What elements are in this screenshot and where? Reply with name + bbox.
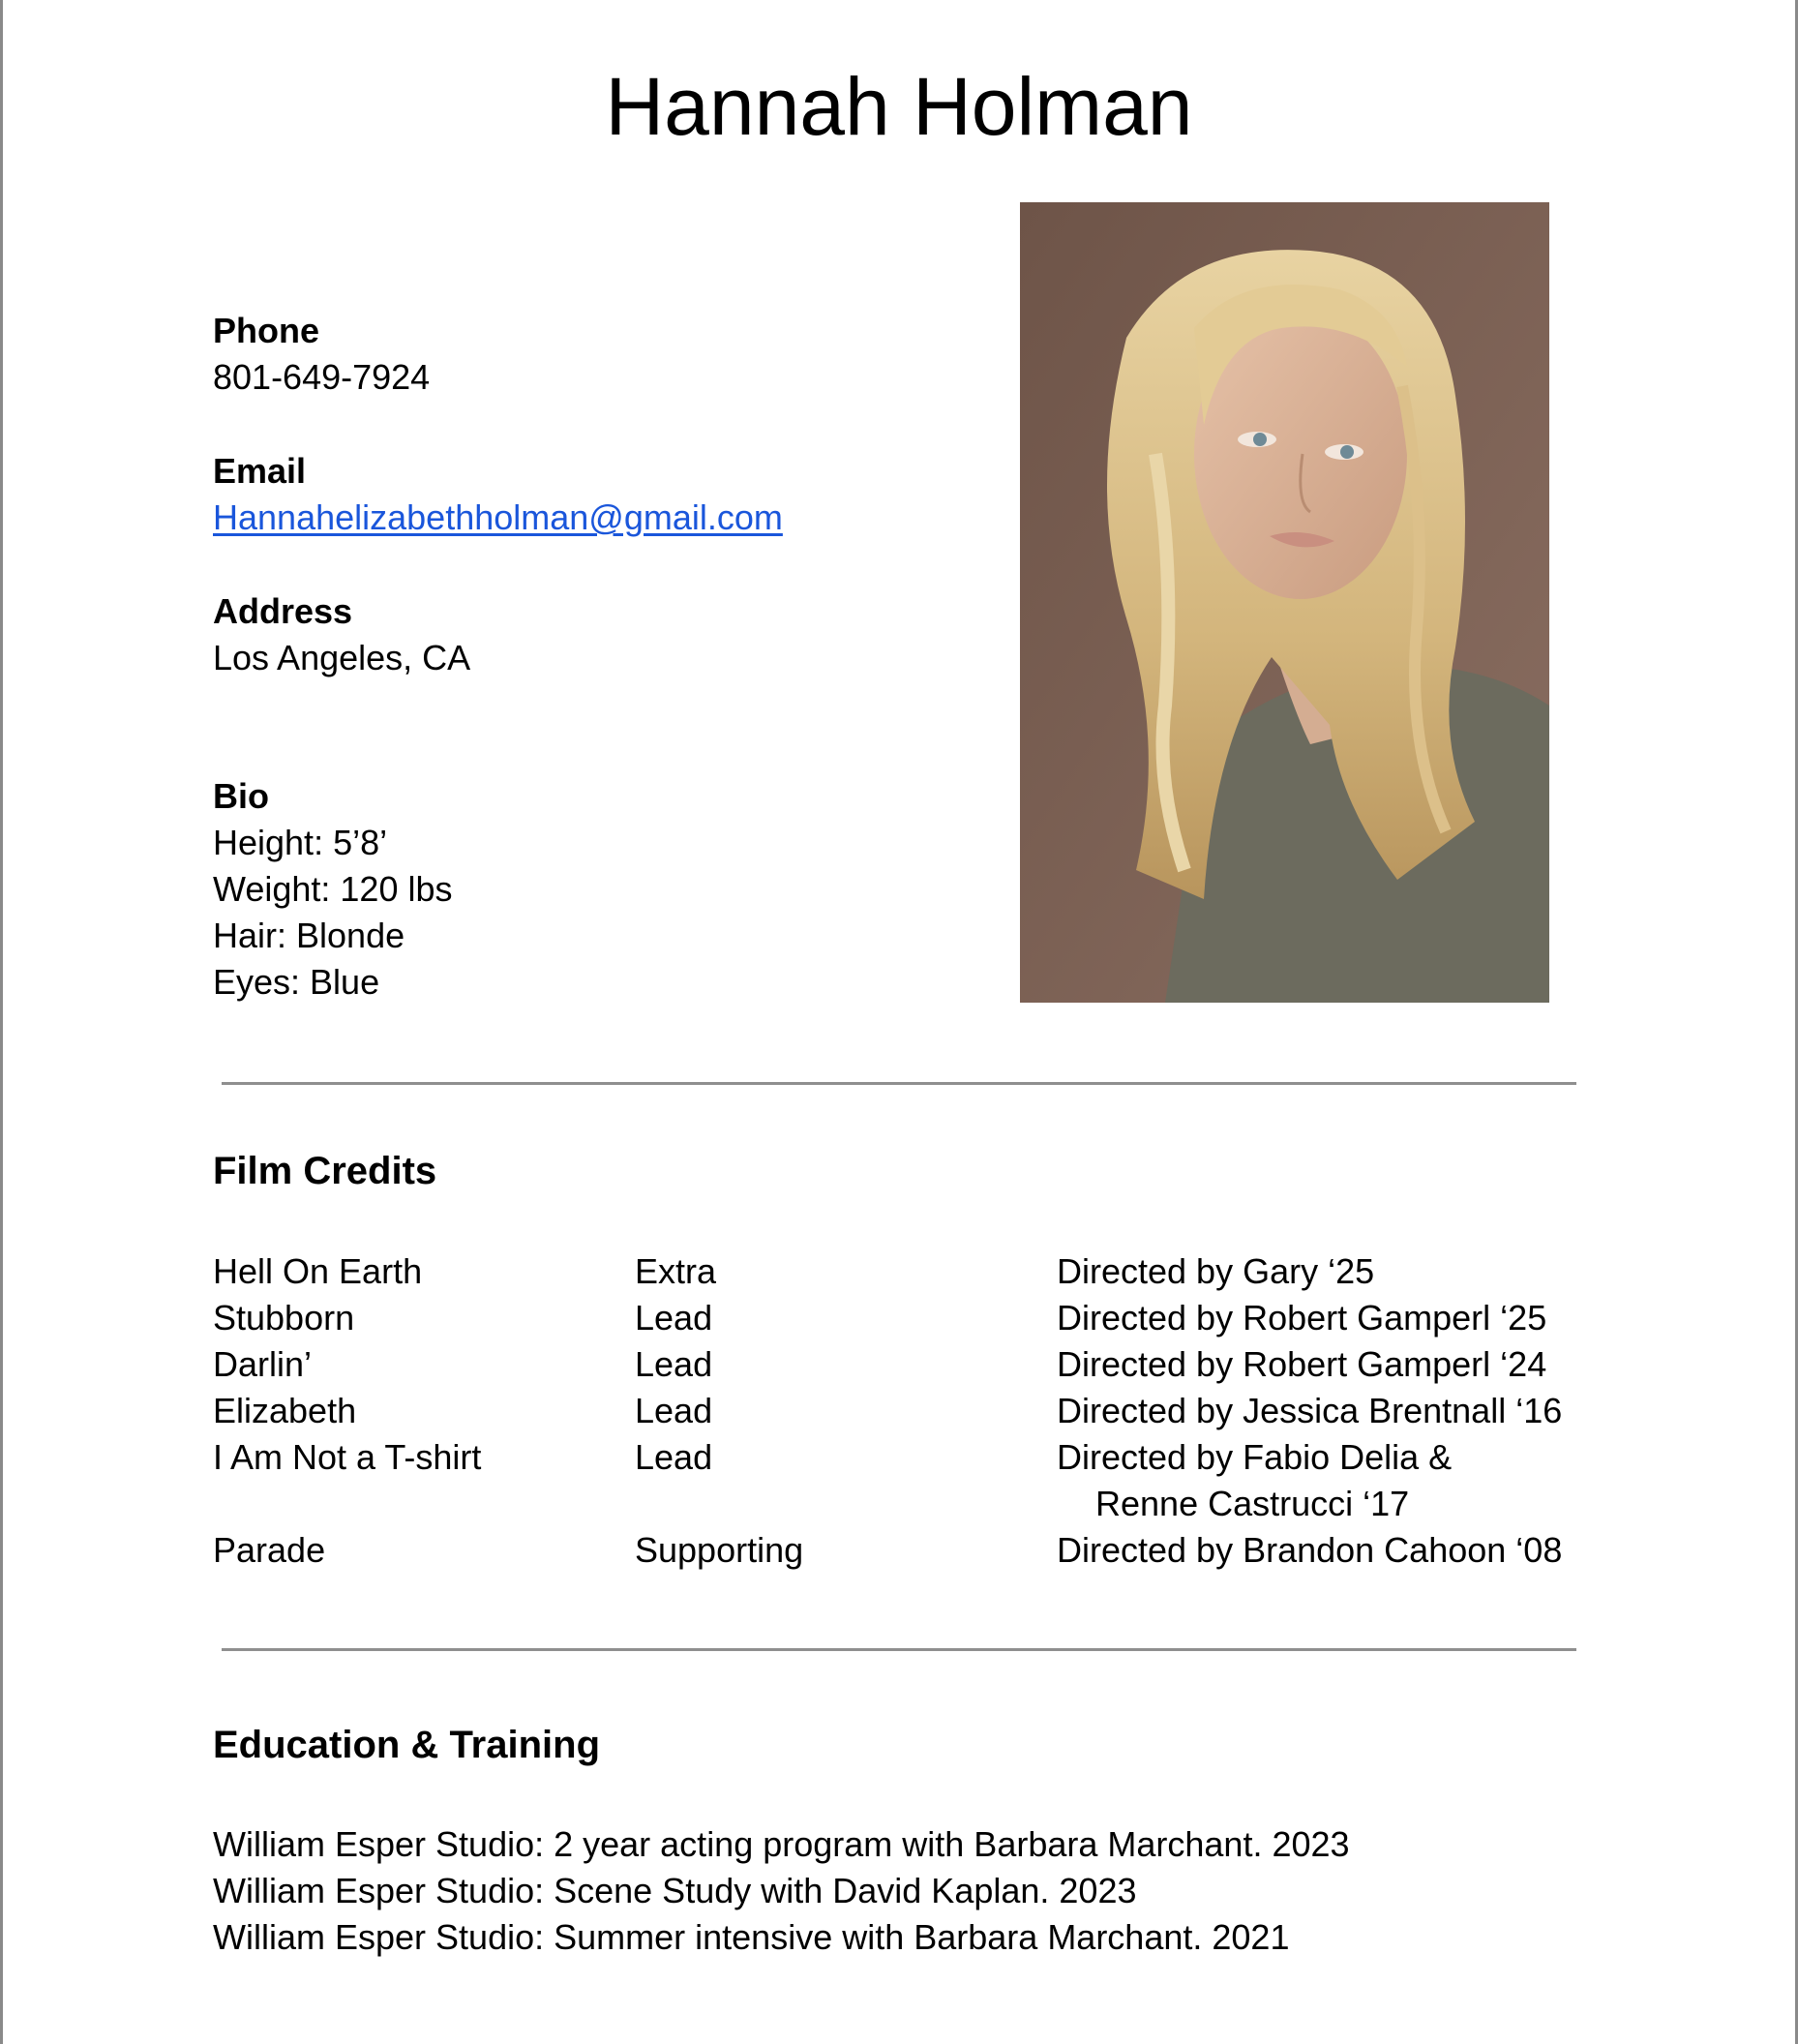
credit-role: Supporting (635, 1530, 804, 1570)
bio-height: Height: 5’8’ (213, 823, 388, 862)
education-item: William Esper Studio: Summer intensive with Barbara Marchant. 2021 (213, 1917, 1290, 1957)
phone-section (213, 308, 430, 401)
credit-role: Extra (635, 1251, 717, 1291)
bio-label: Bio (213, 776, 269, 816)
email-label: Email (213, 451, 307, 491)
credit-title: Darlin’ (213, 1344, 313, 1384)
credit-director: Directed by Brandon Cahoon ‘08 (1057, 1530, 1563, 1570)
bio-hair: Hair: Blonde (213, 916, 405, 955)
address-label: Address (213, 591, 353, 631)
credit-director: Directed by Robert Gamperl ‘25 (1057, 1298, 1547, 1338)
divider-1 (222, 1082, 1576, 1085)
credit-role: Lead (635, 1298, 713, 1338)
education-heading: Education & Training (213, 1724, 601, 1766)
address-section (213, 588, 470, 681)
headshot-photo (1020, 202, 1549, 1003)
page-border-left (0, 0, 3, 2044)
film-credits-heading: Film Credits (213, 1150, 437, 1192)
credit-director: Directed by Jessica Brentnall ‘16 (1057, 1391, 1563, 1430)
credit-title: I Am Not a T-shirt (213, 1437, 482, 1477)
education-item: William Esper Studio: 2 year acting program with Barbara Marchant. 2023 (213, 1824, 1350, 1864)
email-link[interactable]: Hannahelizabethholman@gmail.com (213, 497, 783, 537)
credit-role: Lead (635, 1391, 713, 1430)
credit-title: Elizabeth (213, 1391, 357, 1430)
credit-title: Parade (213, 1530, 326, 1570)
bio-weight: Weight: 120 lbs (213, 869, 453, 909)
credit-title: Stubborn (213, 1298, 355, 1338)
bio-eyes: Eyes: Blue (213, 962, 380, 1002)
email-section (213, 448, 783, 541)
phone-label: Phone (213, 311, 320, 350)
credit-director: Directed by Robert Gamperl ‘24 (1057, 1344, 1547, 1384)
credit-role: Lead (635, 1437, 713, 1477)
bio-section (213, 773, 452, 1006)
education-list (213, 1821, 1350, 1961)
credit-director: Directed by Gary ‘25 (1057, 1251, 1375, 1291)
address-value: Los Angeles, CA (213, 638, 471, 677)
education-item: William Esper Studio: Scene Study with David Kaplan. 2023 (213, 1871, 1137, 1910)
credit-director-continued: Renne Castrucci ‘17 (1095, 1484, 1410, 1523)
page-title: Hannah Holman (605, 61, 1193, 152)
credit-director: Directed by Fabio Delia & (1057, 1437, 1453, 1477)
phone-value: 801-649-7924 (213, 357, 431, 397)
divider-2 (222, 1648, 1576, 1651)
credit-role: Lead (635, 1344, 713, 1384)
credit-director-multiline (1057, 1434, 1452, 1527)
credit-title: Hell On Earth (213, 1251, 423, 1291)
